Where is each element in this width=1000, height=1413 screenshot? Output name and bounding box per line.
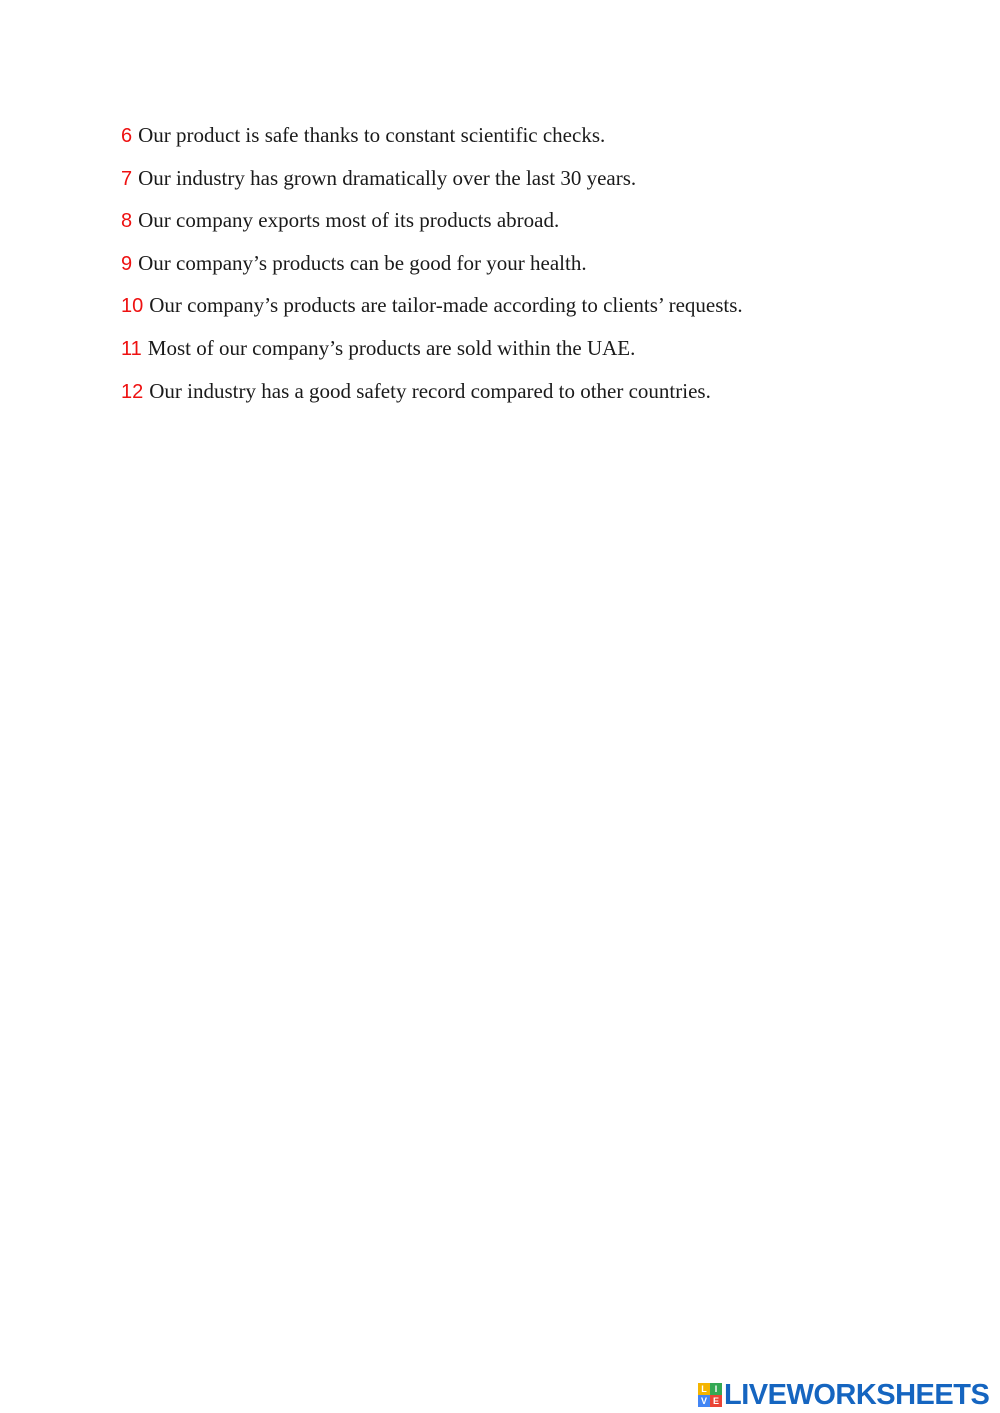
statement-text: Our company exports most of its products abroad. <box>138 208 560 233</box>
statement-item <box>121 119 743 162</box>
statement-text: Our industry has grown dramatically over the last 30 years. <box>138 165 637 190</box>
statement-number: 11 <box>121 337 142 360</box>
statement-item <box>121 289 743 332</box>
statement-item <box>121 332 743 375</box>
liveworksheets-branding[interactable] <box>698 1378 989 1412</box>
statement-item <box>121 162 743 205</box>
statement-number: 6 <box>121 125 133 147</box>
statement-number: 7 <box>121 167 133 190</box>
brand-name: LIVEWORKSHEETS <box>724 1378 990 1411</box>
statement-item <box>121 375 743 418</box>
statement-text: Our company’s products are tailor-made according to clients’ requests. <box>149 293 743 318</box>
statement-number: 9 <box>121 252 133 275</box>
statement-text: Our product is safe thanks to constant scientific checks. <box>138 123 606 147</box>
statement-text: Most of our company’s products are sold within the UAE. <box>147 335 636 360</box>
logo-tile: V <box>698 1395 710 1407</box>
statement-number: 12 <box>121 380 144 403</box>
logo-tile: L <box>698 1383 710 1395</box>
liveworksheets-logo-icon <box>698 1383 722 1407</box>
statement-text: Our company’s products can be good for your health. <box>138 250 587 275</box>
statement-text: Our industry has a good safety record compared to other countries. <box>149 378 711 403</box>
statement-number: 8 <box>121 210 133 233</box>
statement-item <box>121 204 743 247</box>
statement-item <box>121 247 743 290</box>
logo-tile: I <box>710 1383 722 1395</box>
logo-tile: E <box>710 1395 722 1407</box>
statement-number: 10 <box>121 295 144 318</box>
statement-list <box>121 119 743 417</box>
